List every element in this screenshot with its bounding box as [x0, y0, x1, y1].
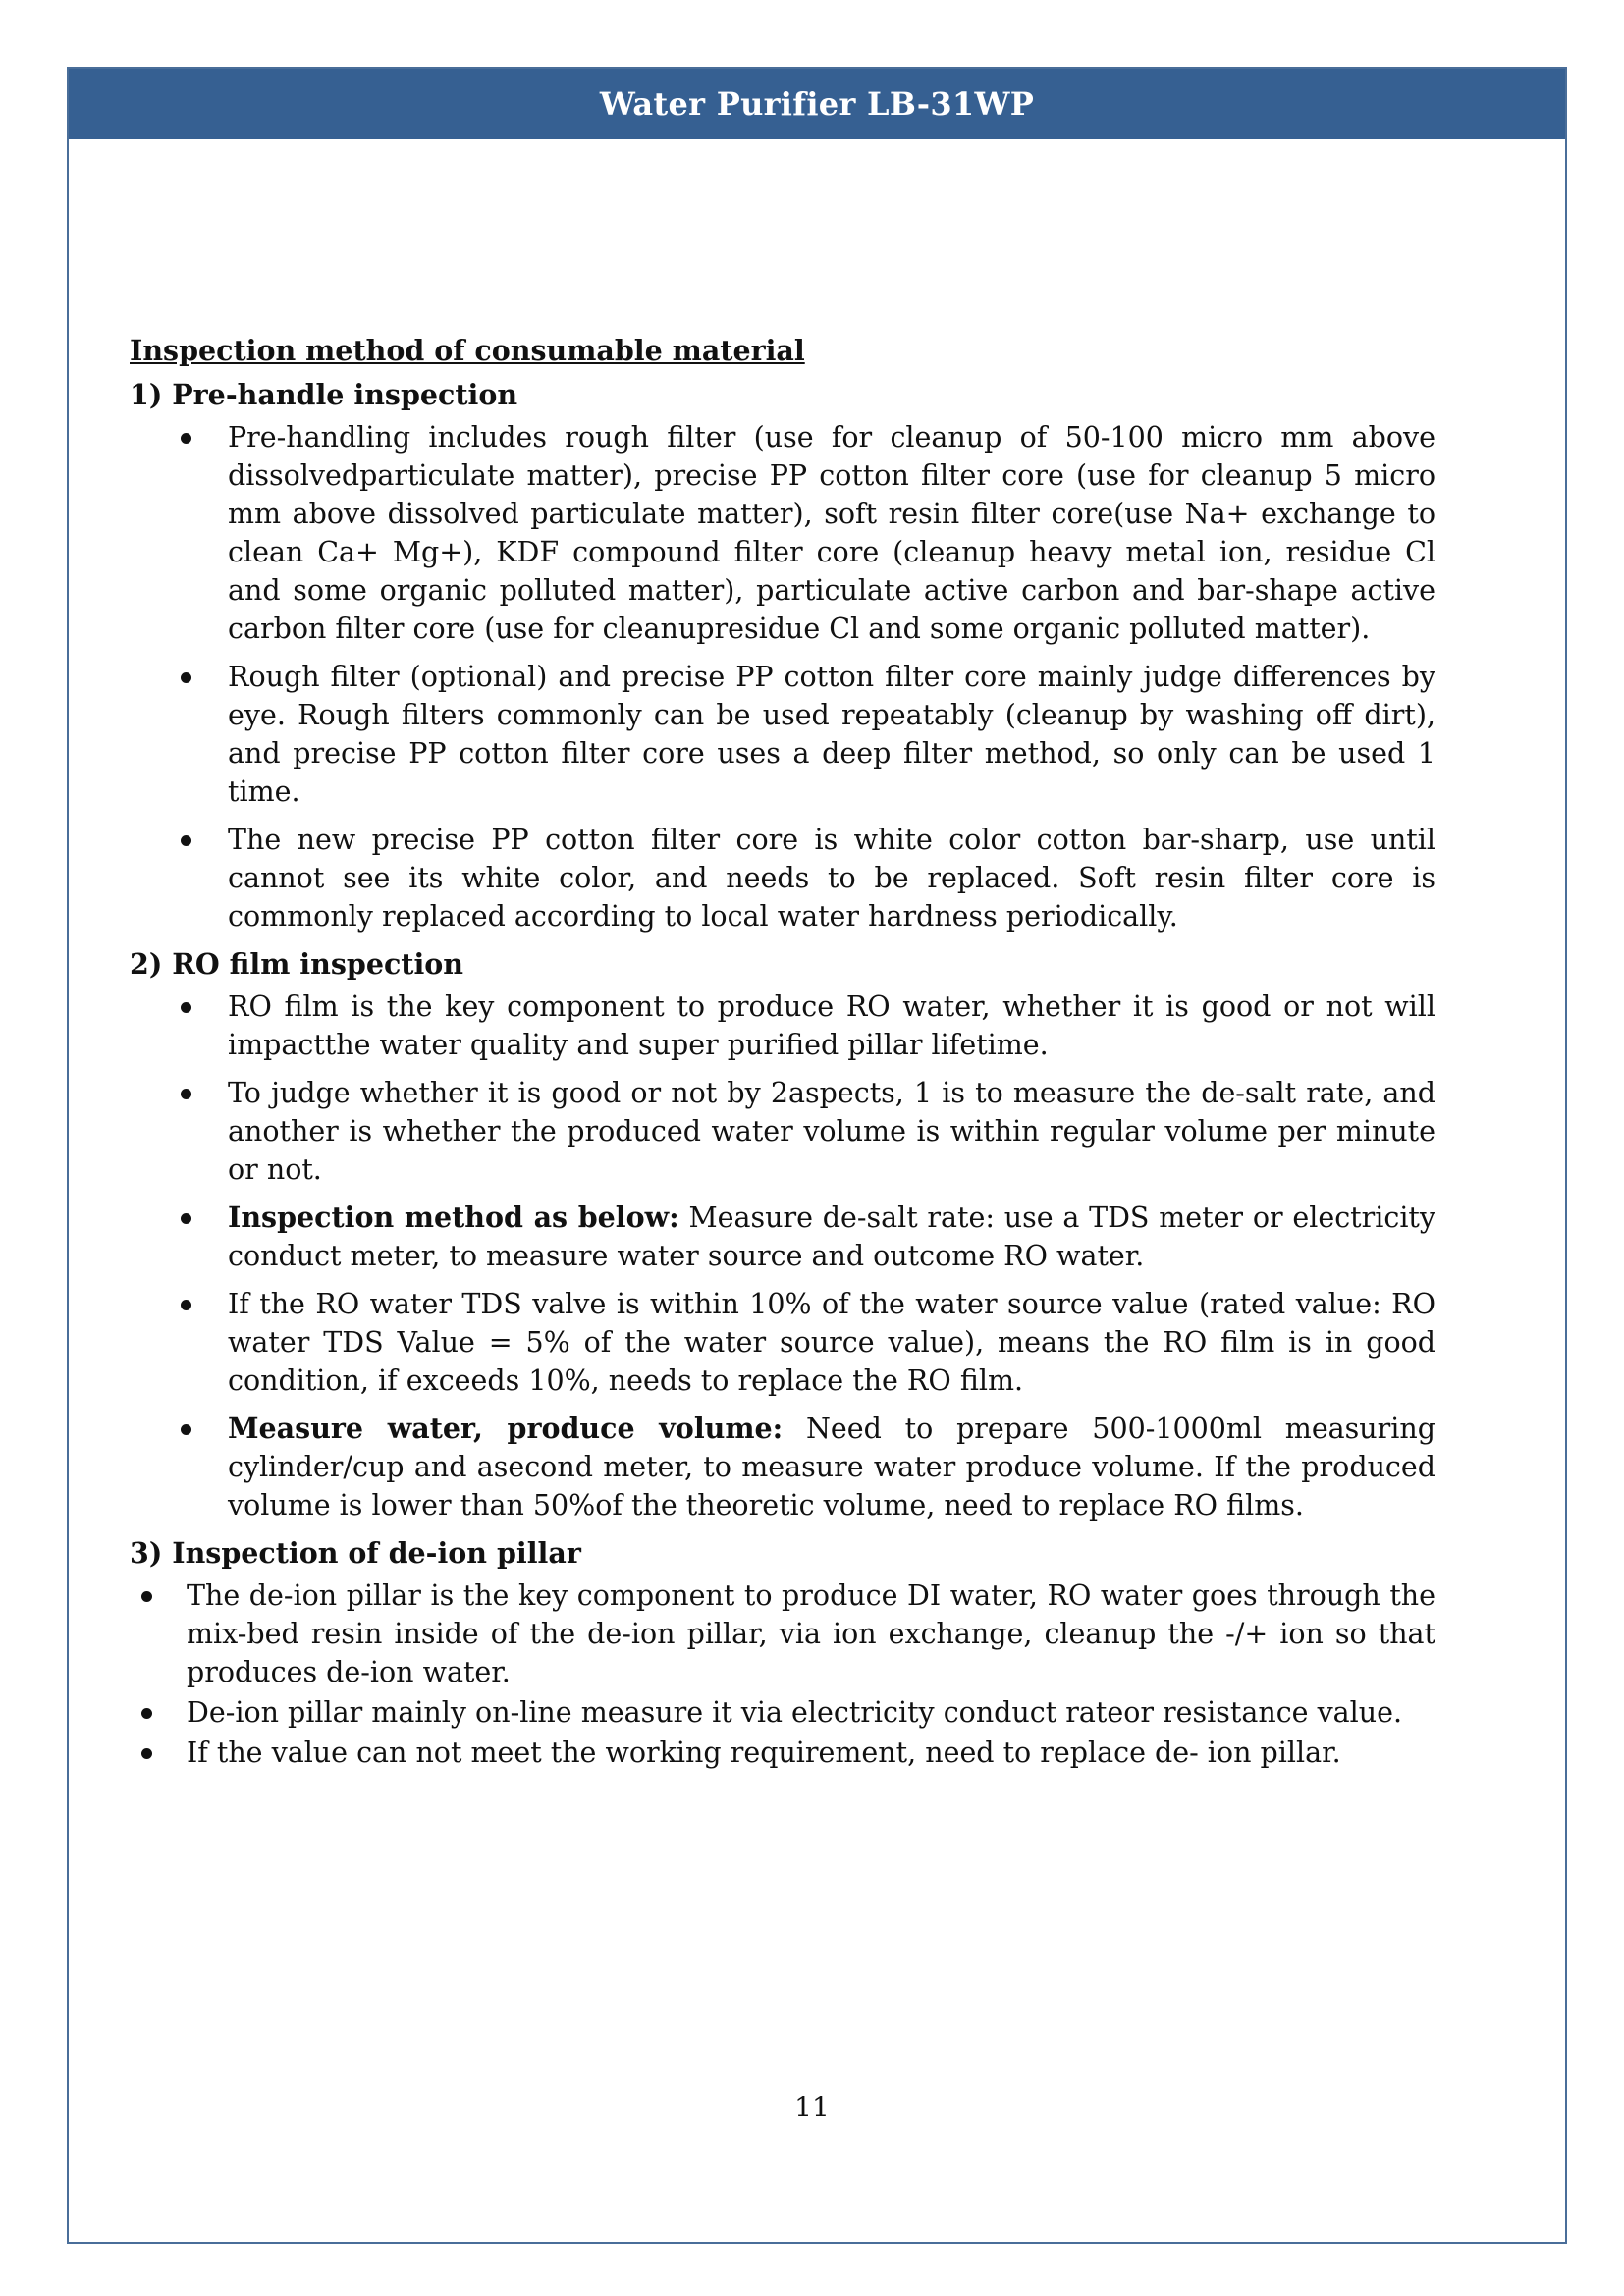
document-header-title: Water Purifier LB-31WP: [599, 85, 1035, 123]
bullet-list-pre-handle: [130, 418, 1435, 935]
page-number: 11: [794, 2091, 830, 2123]
list-item: The new precise PP cotton filter core is white color cotton bar-sharp, use until cannot see its white color, and needs to be replaced. Soft resin filter core is commonly replaced according to local water hardness periodically.: [130, 821, 1435, 935]
list-item: Measure water, produce volume: Need to prepare 500-1000ml measuring cylinder/cup and asecond meter, to measure water produce volume. If the produced volume is lower than 50%of the theoretic volume, need to replace RO films.: [130, 1410, 1435, 1524]
page-content: [130, 332, 1435, 1776]
list-item: RO film is the key component to produce RO water, whether it is good or not will impactthe water quality and super purified pillar lifetime.: [130, 988, 1435, 1064]
bullet-icon: [181, 1002, 191, 1013]
bullet-icon: [141, 1748, 152, 1759]
section-heading-ro-film: 2) RO film inspection: [130, 947, 464, 981]
list-item: Rough filter (optional) and precise PP cotton filter core mainly judge differences by eye. Rough filters commonly can be used repeatably (cleanup by washing off dirt), and precise PP cotton filter core uses a deep filter method, so only can be used 1 time.: [130, 658, 1435, 811]
bullet-icon: [181, 1300, 191, 1310]
section-heading-de-ion: 3) Inspection of de-ion pillar: [130, 1536, 581, 1570]
list-item: Inspection method as below: Measure de-salt rate: use a TDS meter or electricity conduct meter, to measure water source and outcome RO water.: [130, 1199, 1435, 1275]
header-bar: [69, 69, 1565, 139]
bullet-icon: [181, 835, 191, 846]
list-item: Pre-handling includes rough filter (use for cleanup of 50-100 micro mm above dissolvedparticulate matter), precise PP cotton filter core (use for cleanup 5 micro mm above dissolved particulate matter), soft resin filter core(use Na+ exchange to clean Ca+ Mg+), KDF compound filter core (cleanup heavy metal ion, residue Cl and some organic polluted matter), particulate active carbon and bar-shape active carbon filter core (use for cleanupresidue Cl and some organic polluted matter).: [130, 418, 1435, 648]
list-item: De-ion pillar mainly on-line measure it via electricity conduct rateor resistance value.: [130, 1693, 1435, 1732]
section-heading-pre-handle: 1) Pre-handle inspection: [130, 378, 518, 411]
list-item: If the value can not meet the working requirement, need to replace de- ion pillar.: [130, 1734, 1435, 1772]
list-item: To judge whether it is good or not by 2aspects, 1 is to measure the de-salt rate, and another is whether the produced water volume is within regular volume per minute or not.: [130, 1074, 1435, 1189]
list-item: If the RO water TDS valve is within 10% of the water source value (rated value: RO water TDS Value = 5% of the water source value), means the RO film is in good condition, if exceeds 10%, needs to replace the RO film.: [130, 1285, 1435, 1400]
bullet-list-ro-film: [130, 988, 1435, 1524]
bullet-icon: [141, 1591, 152, 1602]
doc-title: Inspection method of consumable material: [130, 334, 805, 367]
bullet-icon: [141, 1708, 152, 1719]
list-item: The de-ion pillar is the key component to produce DI water, RO water goes through the mix-bed resin inside of the de-ion pillar, via ion exchange, cleanup the -/+ ion so that produces de-ion water.: [130, 1576, 1435, 1691]
bullet-icon: [181, 433, 191, 444]
bullet-icon: [181, 1213, 191, 1224]
bullet-icon: [181, 672, 191, 683]
bullet-icon: [181, 1089, 191, 1099]
bullet-icon: [181, 1424, 191, 1435]
bullet-list-de-ion: [130, 1576, 1435, 1772]
